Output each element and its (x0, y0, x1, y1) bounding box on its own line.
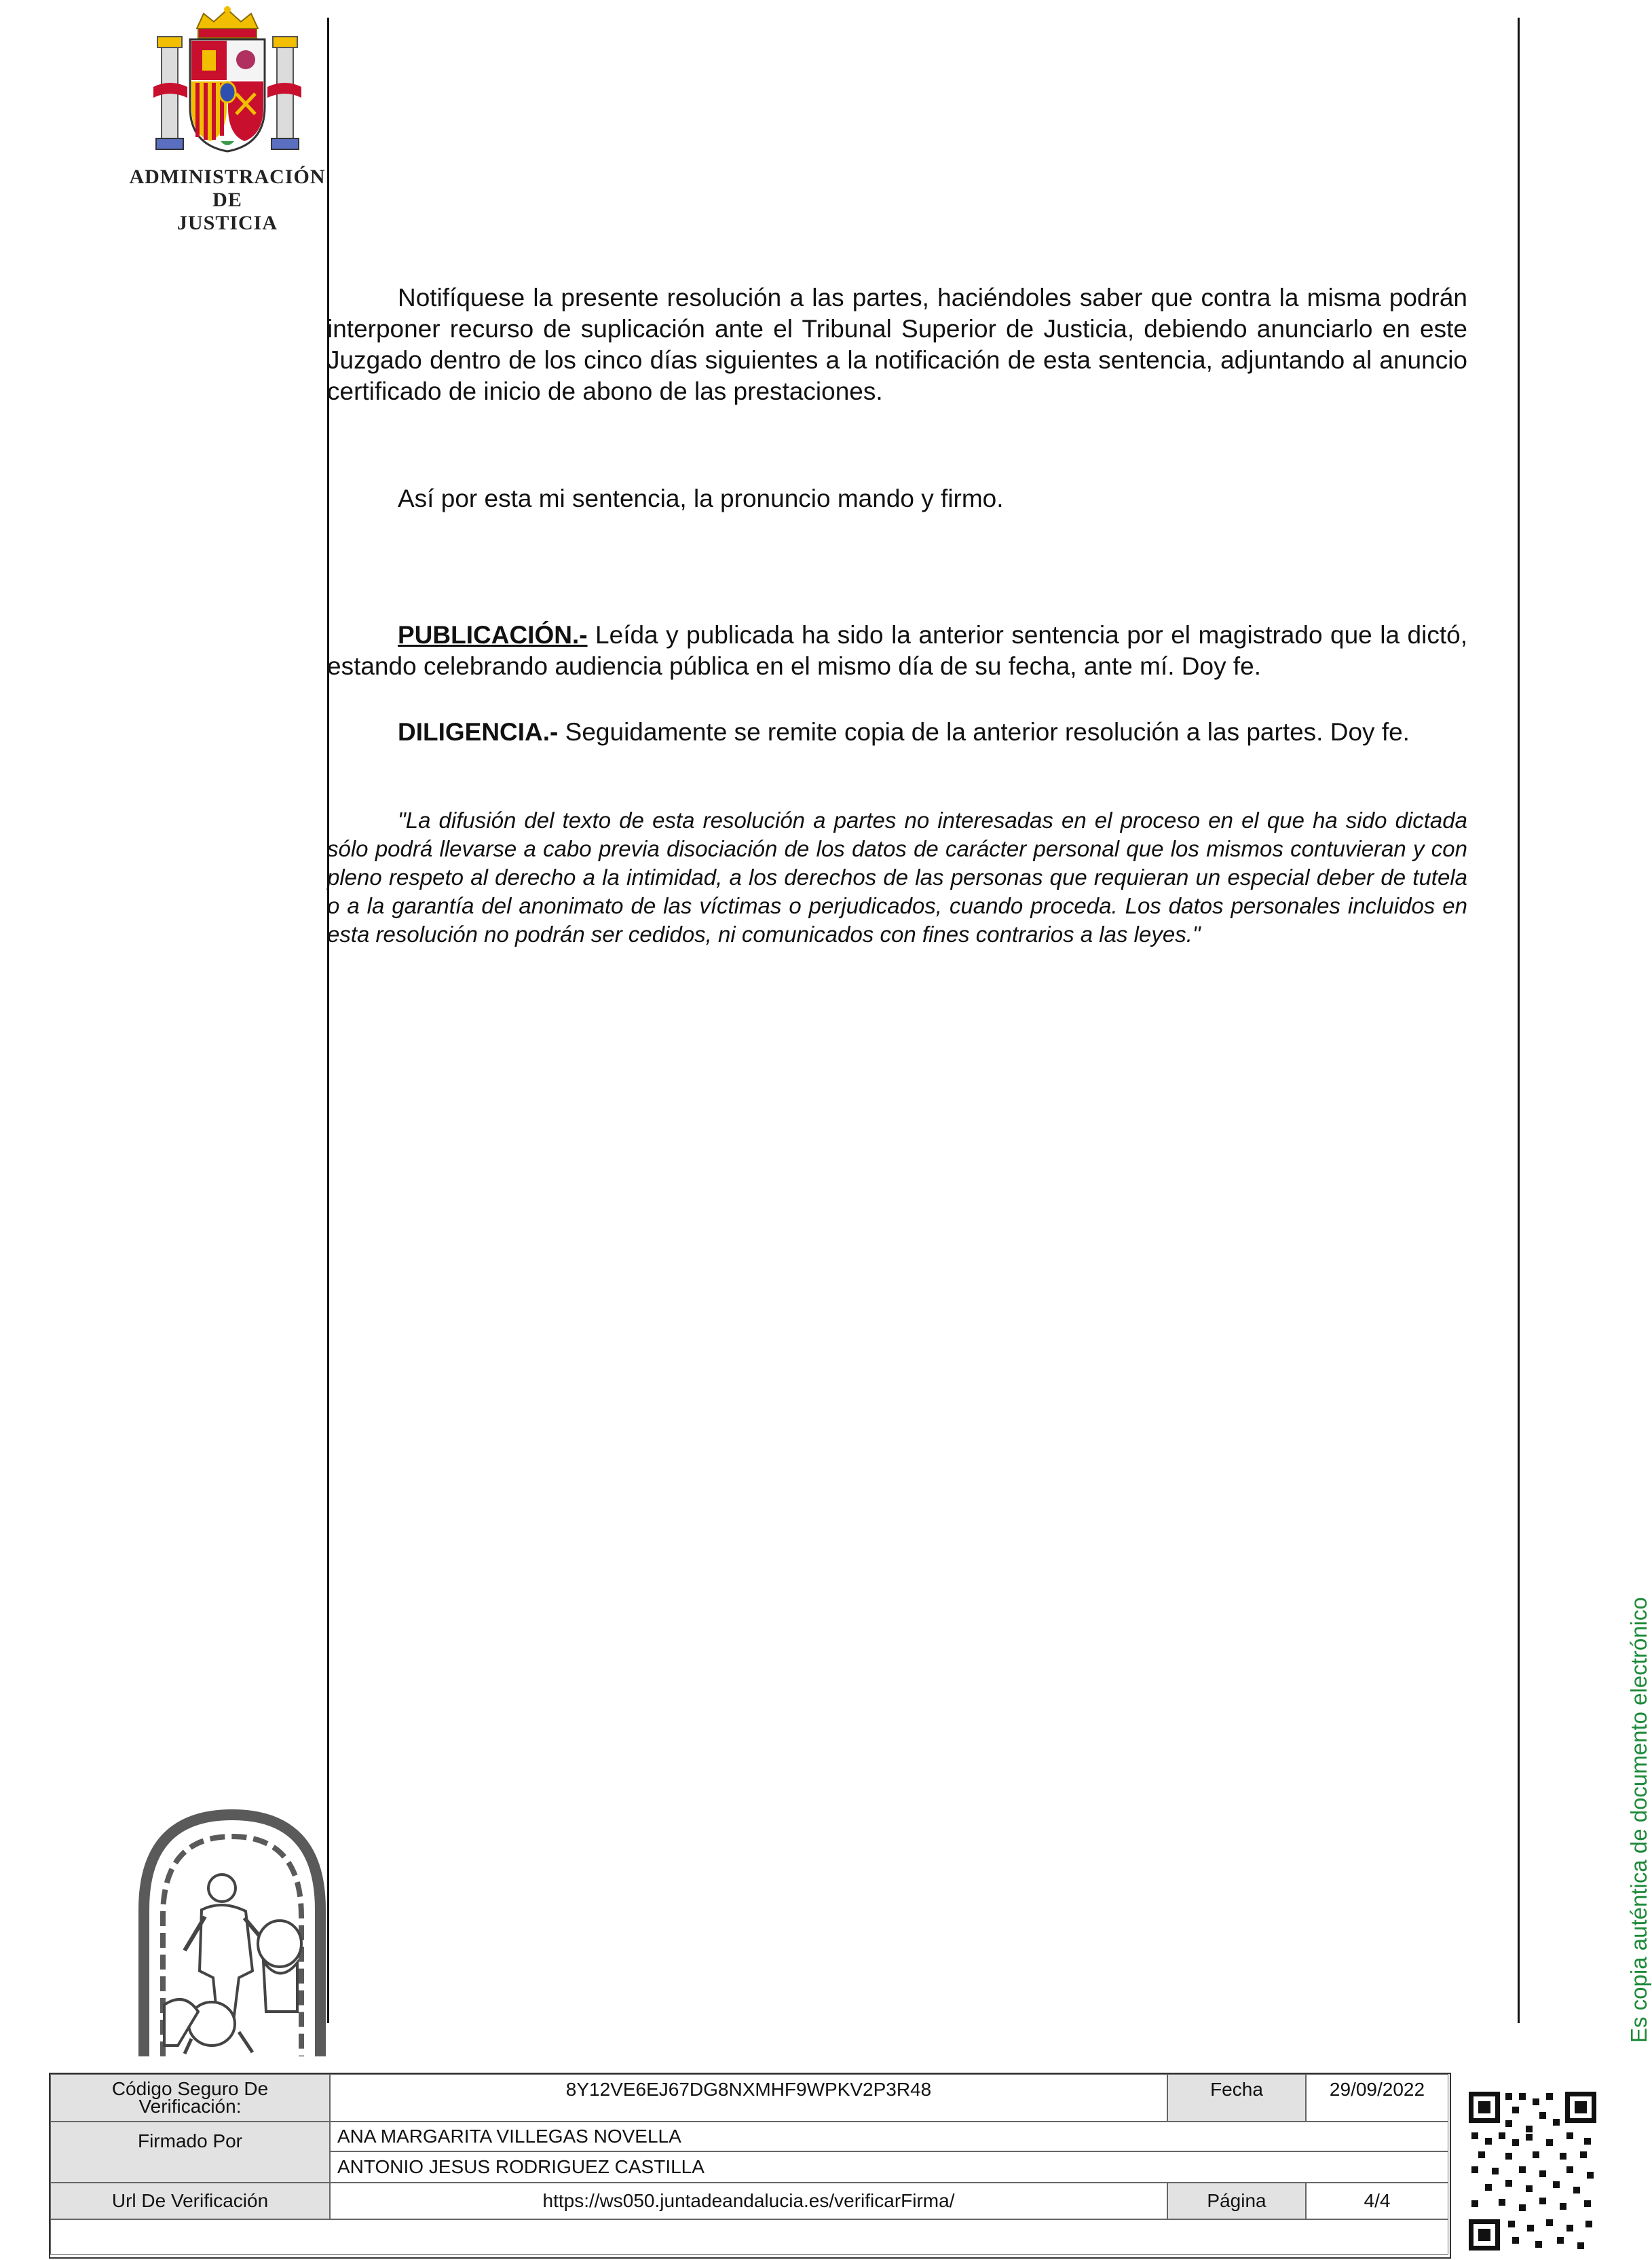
publication-paragraph (327, 620, 1467, 682)
publication-heading: PUBLICACIÓN.- (398, 621, 588, 649)
admin-title-line3: JUSTICIA (176, 212, 278, 234)
admin-title-line1: ADMINISTRACIÓN (129, 166, 326, 188)
authentic-copy-note: Es copia auténtica de documento electrónico (1626, 1597, 1651, 2043)
diligence-text: Seguidamente se remite copia de la anterior resolución a las partes. Doy fe. (558, 718, 1410, 746)
spain-coat-of-arms-icon (149, 5, 305, 158)
pagina-value: 4/4 (1364, 2190, 1391, 2211)
pagina-label-cell (1167, 2183, 1306, 2219)
pagina-value-cell (1306, 2183, 1448, 2219)
closing-text: Así por esta mi sentencia, la pronuncio mando y firmo. (398, 485, 1004, 512)
url-label: Url De Verificación (111, 2190, 269, 2211)
notification-paragraph (327, 282, 1467, 407)
admin-title-line2: DE (212, 189, 242, 211)
notification-text: Notifíquese la presente resolución a las partes, haciéndoles saber que contra la misma podrán interponer recurso de suplicación ante el Tribunal Superior de Justicia, debiendo anunciarlo en este Juzgado dentro de los cinco días siguientes a la notificación de esta sentencia, adjuntando al anuncio certificado de inicio de abono de las prestaciones. (327, 284, 1467, 405)
fecha-label-cell (1167, 2074, 1306, 2122)
privacy-notice-paragraph (327, 806, 1467, 949)
firmante1: ANA MARGARITA VILLEGAS NOVELLA (337, 2126, 681, 2147)
empty-footer-row (50, 2219, 1448, 2255)
junta-andalucia-logo-icon (137, 1808, 327, 2056)
right-margin-line (1518, 18, 1520, 2023)
firmado-label: Firmado Por (137, 2130, 243, 2151)
csv-label-cell (50, 2074, 330, 2122)
qr-code-icon (1465, 2071, 1600, 2255)
signature-table (49, 2073, 1451, 2259)
diligence-paragraph (327, 717, 1467, 748)
firmante2-cell (330, 2151, 1448, 2183)
fecha-value-cell (1306, 2074, 1448, 2122)
csv-label-line1: Código Seguro De (111, 2078, 269, 2099)
url-label-cell (50, 2183, 330, 2219)
url-value-cell (330, 2183, 1167, 2219)
diligence-heading: DILIGENCIA.- (398, 718, 559, 746)
closing-paragraph (327, 483, 1467, 514)
csv-value: 8Y12VE6EJ67DG8NXMHF9WPKV2P3R48 (565, 2079, 932, 2100)
fecha-value: 29/09/2022 (1329, 2079, 1425, 2100)
fecha-label: Fecha (1210, 2079, 1263, 2100)
csv-label-line2: Verificación: (138, 2096, 242, 2117)
publication-text: Leída y publicada ha sido la anterior sentencia por el magistrado que la dictó, estando celebrando audiencia pública en el mismo día de su fecha, ante mí. Doy fe. (327, 621, 1467, 680)
administration-title (102, 166, 353, 235)
firmante2: ANTONIO JESUS RODRIGUEZ CASTILLA (337, 2156, 705, 2177)
privacy-notice-text: "La difusión del texto de esta resolución a partes no interesadas en el proceso en el que ha sido dictada sólo podrá llevarse a cabo previa disociación de los datos de carácter personal que los mismos contuvieran y con pleno respeto al derecho a la intimidad, a los derechos de las personas que requieran un especial deber de tutela o a la garantía del anonimato de las víctimas o perjudicados, cuando proceda. Los datos personales incluidos en esta resolución no podrán ser cedidos, ni comunicados con fines contrarios a las leyes." (327, 808, 1467, 947)
firmante1-cell (330, 2122, 1448, 2151)
csv-value-cell (330, 2074, 1167, 2122)
pagina-label: Página (1207, 2190, 1266, 2211)
url-value[interactable]: https://ws050.juntadeandalucia.es/verificarFirma/ (542, 2190, 955, 2211)
firmado-label-cell (50, 2122, 330, 2183)
